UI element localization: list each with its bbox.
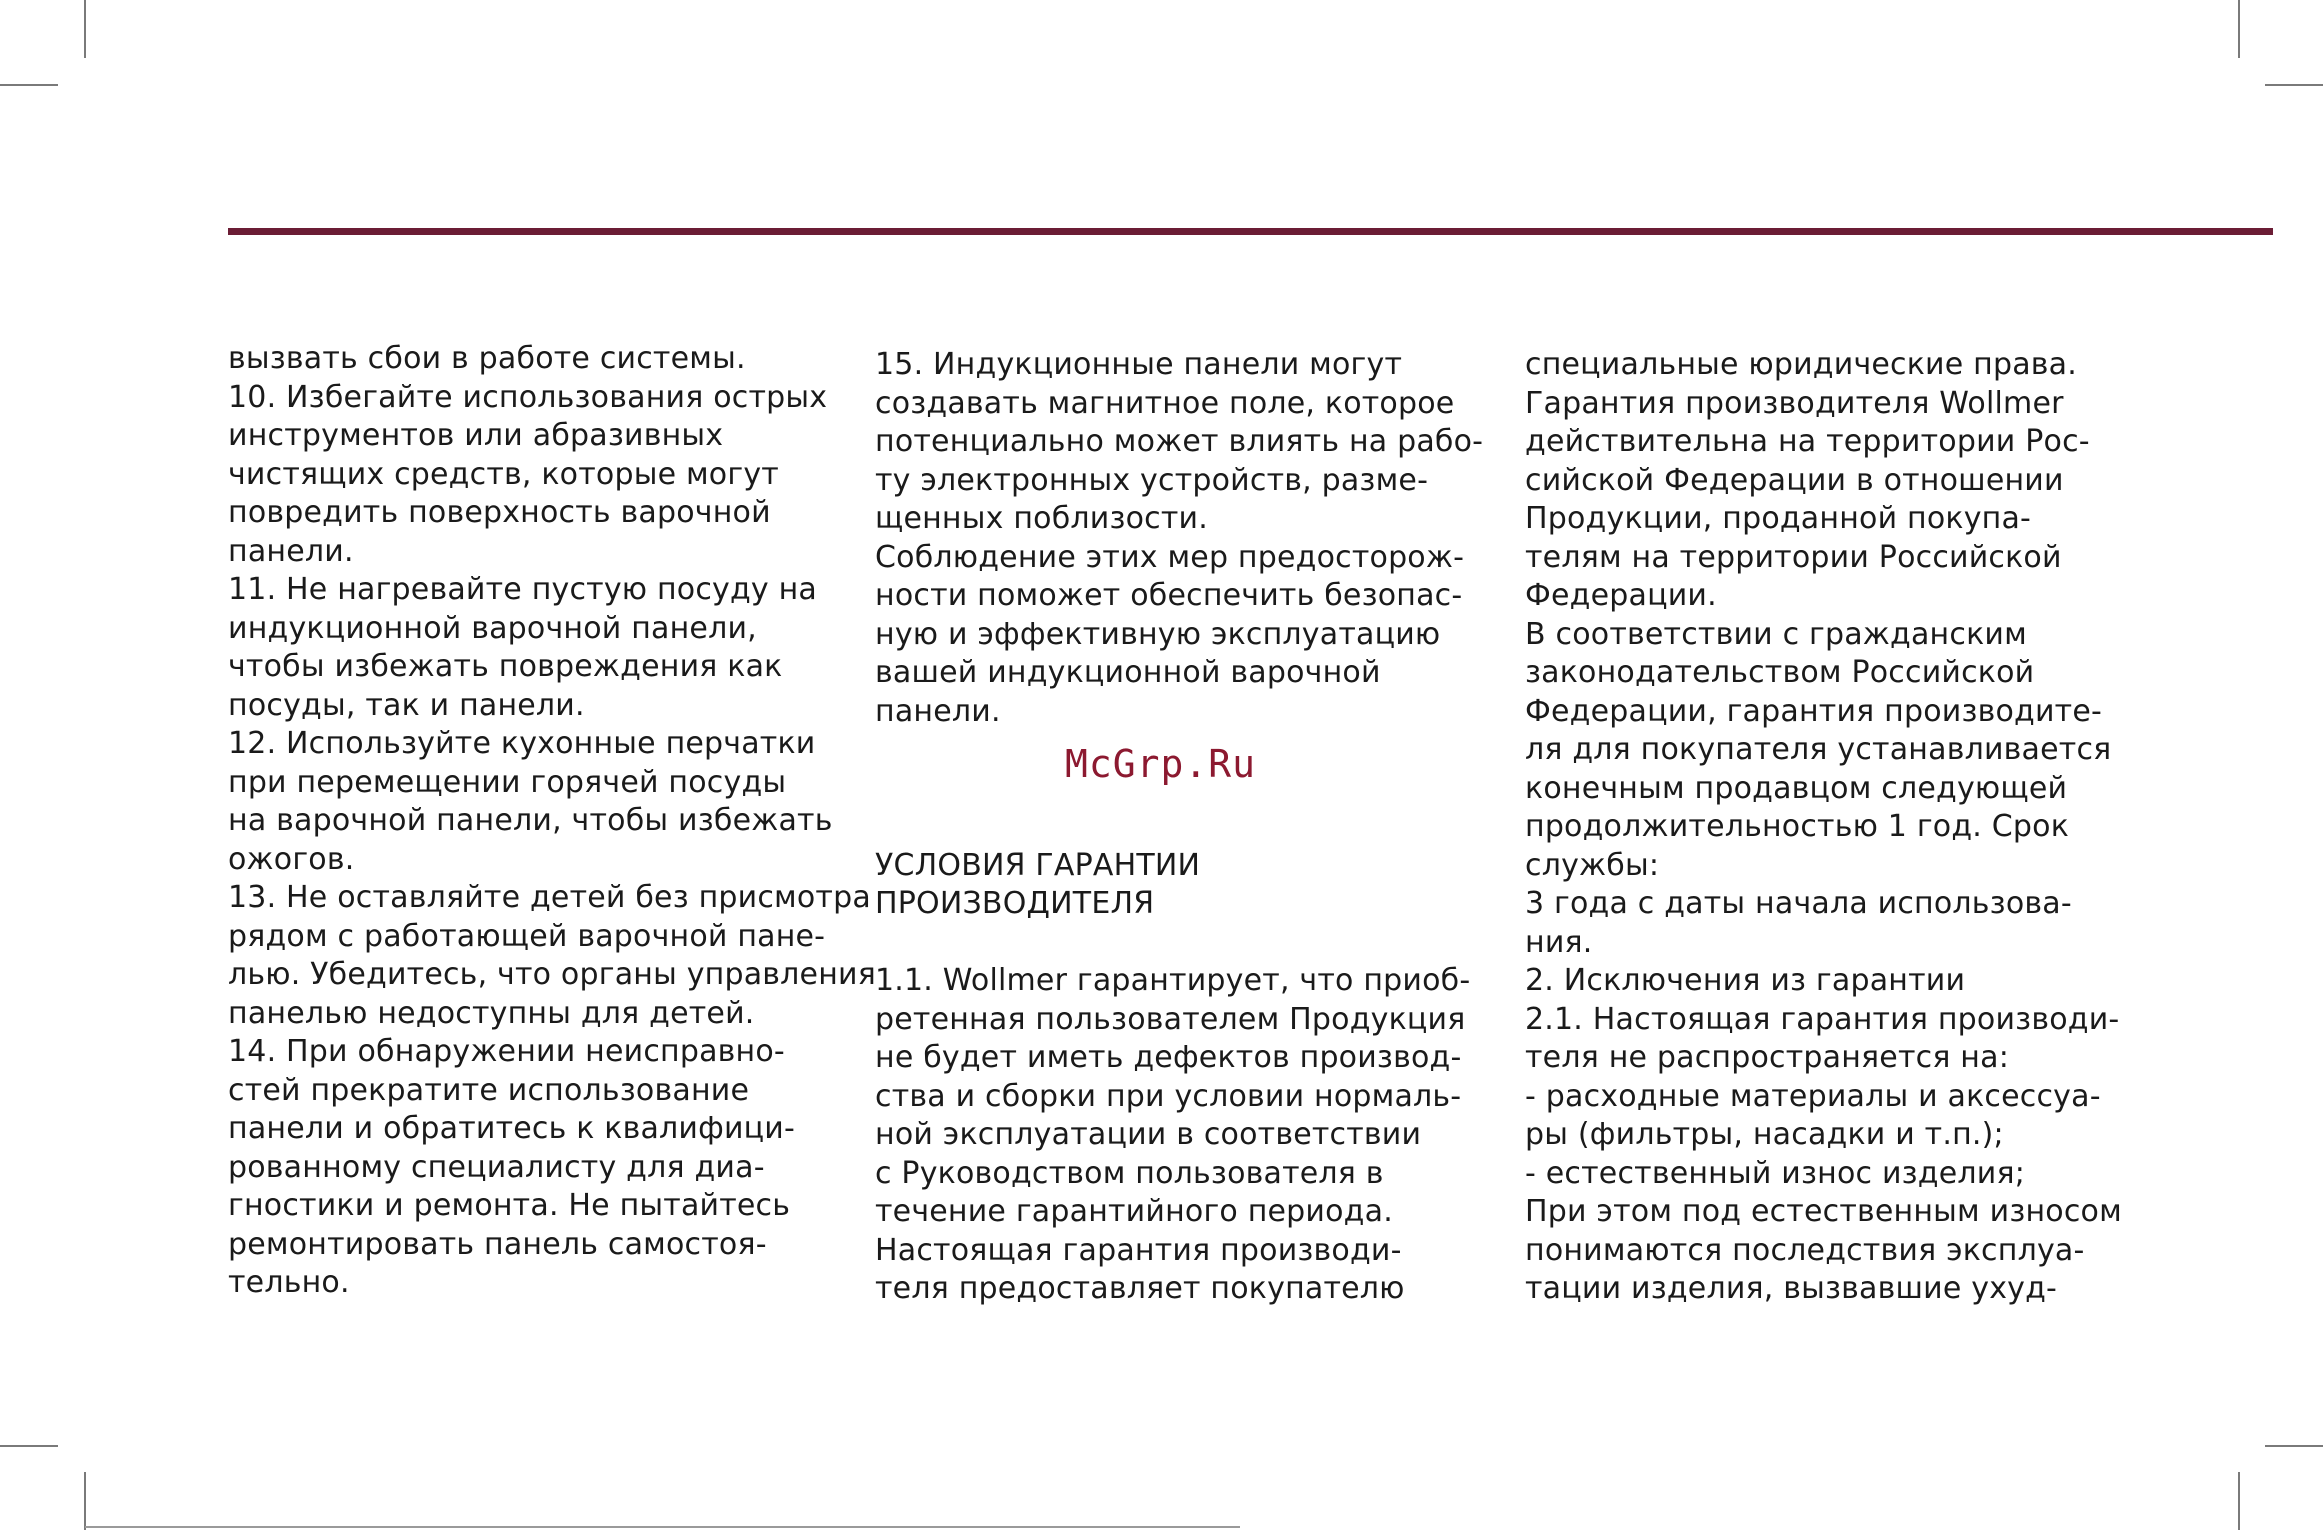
crop-mark-bottom-right-horizontal (2265, 1445, 2323, 1447)
header-accent-rule (228, 228, 2273, 235)
text-line: рядом с работающей варочной пане- (228, 918, 826, 954)
text-line: конечным продавцом следующей (1525, 770, 2068, 806)
text-line: В соответствии с гражданским (1525, 616, 2027, 652)
text-line: 15. Индукционные панели могут (875, 347, 1403, 382)
text-line: течение гарантийного периода. (875, 1194, 1393, 1229)
text-line: понимаются последствия эксплуа- (1525, 1232, 2085, 1268)
text-line: - естественный износ изделия; (1525, 1155, 2026, 1191)
crop-mark-top-right-horizontal (2265, 84, 2323, 86)
crop-mark-bottom-left-horizontal (0, 1445, 58, 1447)
text-line: щенных поблизости. (875, 501, 1208, 536)
crop-mark-bottom-right-vertical (2238, 1472, 2240, 1530)
text-line: ры (фильтры, насадки и т.п.); (1525, 1117, 2004, 1152)
section-heading: УСЛОВИЯ ГАРАНТИИ (875, 847, 1201, 883)
text-line: инструментов или абразивных (228, 418, 724, 453)
crop-mark-top-right-vertical (2238, 0, 2240, 58)
text-line: стей прекратите использование (228, 1072, 750, 1108)
text-line: потенциально может влиять на рабо- (875, 424, 1484, 459)
text-line: ожогов. (228, 841, 355, 877)
text-line: телям на территории Российской (1525, 539, 2062, 575)
text-line: ту электронных устройств, разме- (875, 462, 1429, 498)
text-line: 3 года с даты начала использова- (1525, 886, 2072, 921)
text-line: службы: (1525, 847, 1660, 883)
text-line: ности поможет обеспечить безопас- (875, 578, 1463, 613)
text-line: вашей индукционной варочной (875, 655, 1381, 690)
text-line: - расходные материалы и аксессуа- (1525, 1078, 2101, 1114)
text-line: ства и сборки при условии нормаль- (875, 1078, 1462, 1114)
text-line: теля не распространяется на: (1525, 1040, 2010, 1075)
text-line: чтобы избежать повреждения как (228, 649, 783, 684)
text-line: не будет иметь дефектов производ- (875, 1040, 1462, 1075)
text-line: чистящих средств, которые могут (228, 456, 779, 492)
text-line: Гарантия производителя Wollmer (1525, 385, 2064, 421)
text-line: 13. Не оставляйте детей без присмотра (228, 880, 871, 915)
text-line: При этом под естественным износом (1525, 1194, 2122, 1229)
text-line: лью. Убедитесь, что органы управления (228, 957, 876, 992)
text-line: Федерации. (1525, 578, 1717, 613)
text-line: тации изделия, вызвавшие ухуд- (1525, 1271, 2058, 1306)
text-line: ретенная пользователем Продукция (875, 1001, 1466, 1037)
crop-mark-bottom-left-vertical (84, 1472, 86, 1530)
text-line: рованному специалисту для диа- (228, 1149, 765, 1185)
crop-mark-top-left-vertical (84, 0, 86, 58)
text-line: с Руководством пользователя в (875, 1155, 1384, 1191)
text-line: теля предоставляет покупателю (875, 1271, 1405, 1306)
text-line: панели и обратитесь к квалифици- (228, 1111, 796, 1146)
text-line: посуды, так и панели. (228, 687, 585, 723)
text-line: ную и эффективную эксплуатацию (875, 616, 1441, 652)
text-line: ния. (1525, 924, 1593, 960)
text-line: 12. Используйте кухонные перчатки (228, 726, 816, 761)
text-line: Настоящая гарантия производи- (875, 1232, 1402, 1268)
text-line: 11. Не нагревайте пустую посуду на (228, 572, 818, 607)
text-line: законодательством Российской (1525, 655, 2035, 690)
text-line: ремонтировать панель самостоя- (228, 1226, 767, 1262)
text-column-right (1525, 346, 2122, 1309)
text-line: вызвать сбои в работе системы. (228, 341, 746, 376)
text-line: повредить поверхность варочной (228, 495, 771, 530)
text-line: при перемещении горячей посуды (228, 764, 787, 800)
watermark-logo: McGrp.Ru (1065, 742, 1257, 786)
text-line: 14. При обнаружении неисправно- (228, 1034, 785, 1069)
text-line: Федерации, гарантия производите- (1525, 693, 2103, 729)
text-line: сийской Федерации в отношении (1525, 462, 2064, 498)
text-line: специальные юридические права. (1525, 347, 2077, 382)
text-line: ной эксплуатации в соответствии (875, 1117, 1422, 1152)
text-line: панели. (875, 693, 1001, 729)
text-line: 10. Избегайте использования острых (228, 379, 828, 415)
text-line: гностики и ремонта. Не пытайтесь (228, 1188, 791, 1223)
text-line: создавать магнитное поле, которое (875, 385, 1455, 421)
text-line: Соблюдение этих мер предосторож- (875, 539, 1465, 575)
text-line: панелью недоступны для детей. (228, 995, 755, 1031)
bottom-edge-rule (85, 1526, 1240, 1528)
text-line: 1.1. Wollmer гарантирует, что приоб- (875, 963, 1471, 998)
text-line: индукционной варочной панели, (228, 610, 757, 646)
text-line: Продукции, проданной покупа- (1525, 501, 2032, 536)
text-line: продолжительностью 1 год. Срок (1525, 809, 2070, 844)
text-line: 2. Исключения из гарантии (1525, 963, 1966, 998)
text-line: ля для покупателя устанавливается (1525, 732, 2112, 767)
text-line: на варочной панели, чтобы избежать (228, 803, 833, 838)
section-heading: ПРОИЗВОДИТЕЛЯ (875, 886, 1155, 921)
text-column-left (228, 340, 876, 1303)
crop-mark-top-left-horizontal (0, 84, 58, 86)
text-line: 2.1. Настоящая гарантия производи- (1525, 1001, 2120, 1037)
text-column-middle (875, 346, 1483, 1309)
text-line: тельно. (228, 1265, 350, 1300)
text-line: действительна на территории Рос- (1525, 424, 2090, 459)
text-line: панели. (228, 533, 354, 569)
